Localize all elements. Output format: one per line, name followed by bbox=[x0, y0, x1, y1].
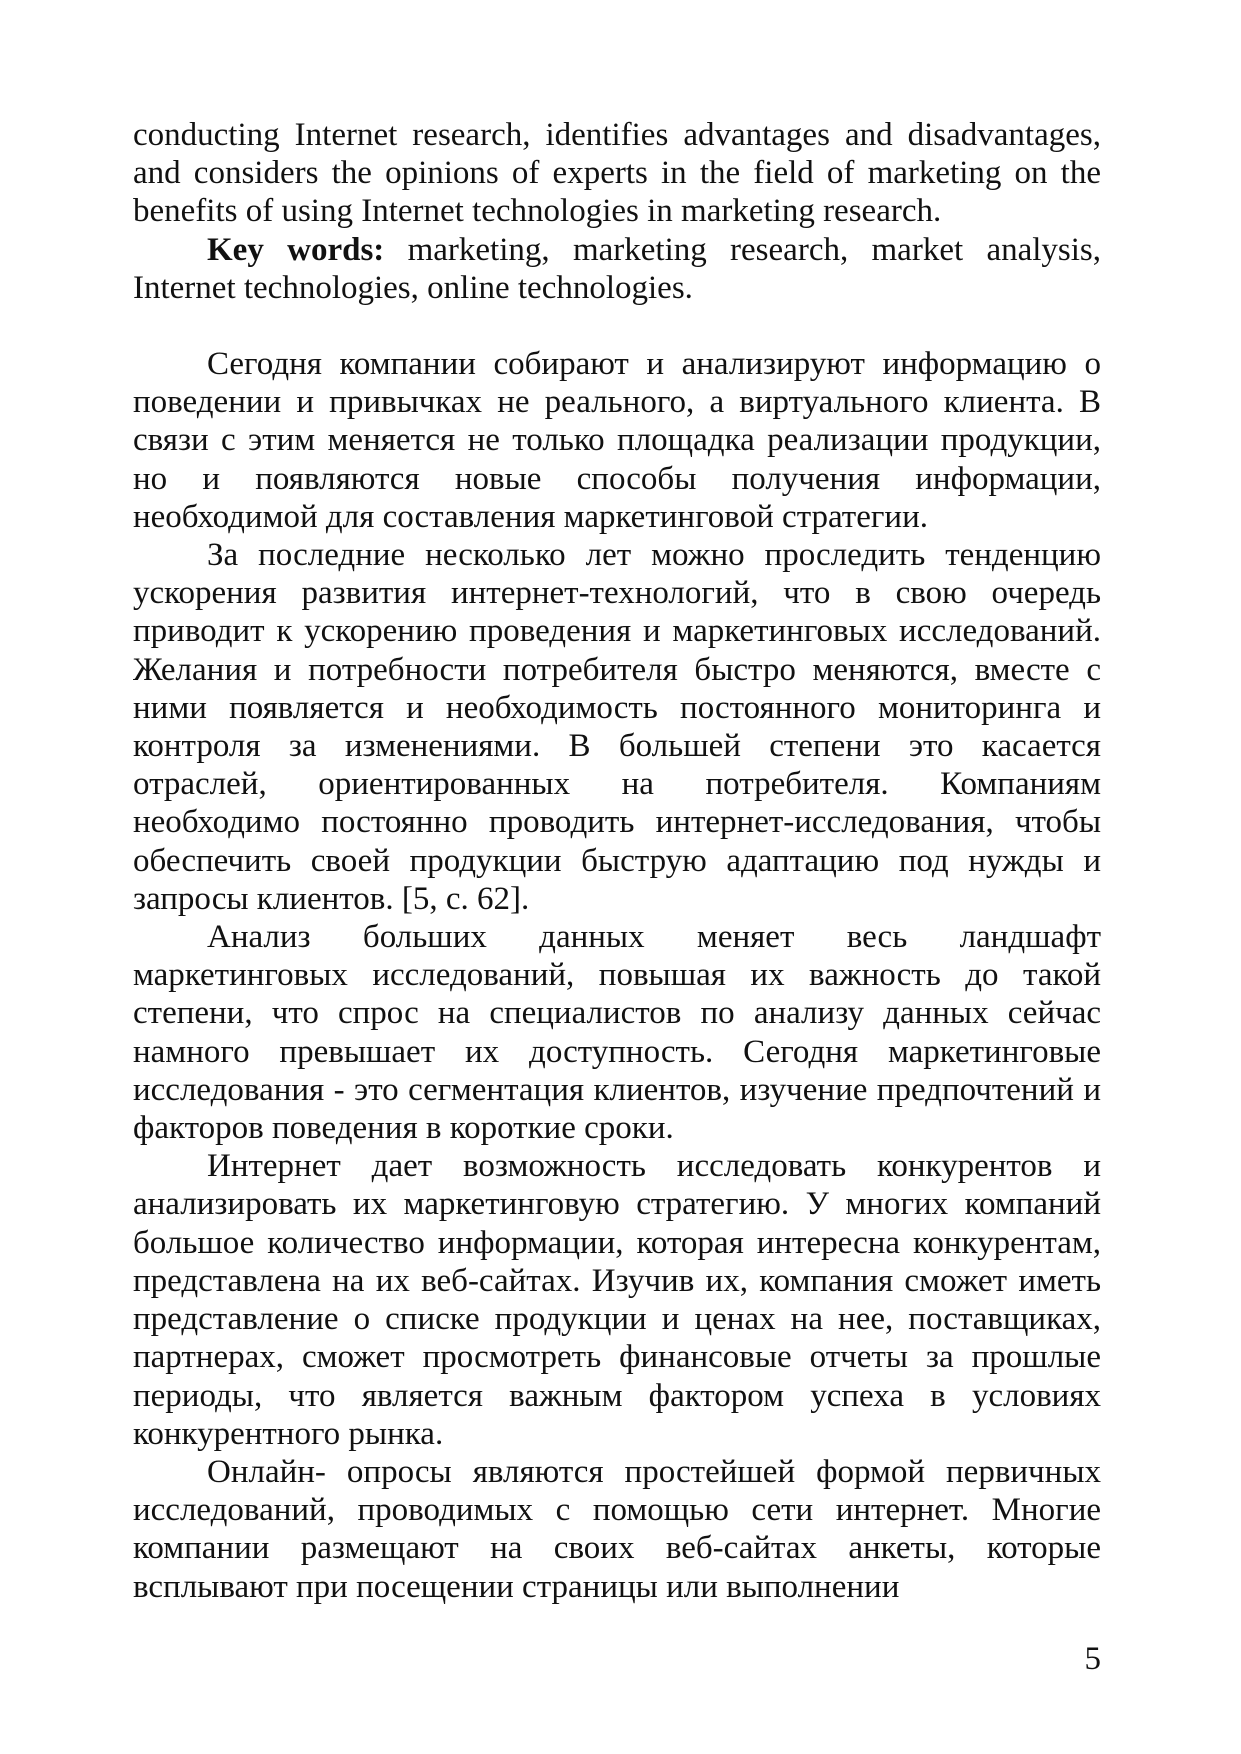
paragraph-2: За последние несколько лет можно проследить тенденцию ускорения развития интернет-технологий, что в свою очередь приводит к ускорению проведения и маркетинговых исследований. Желания и потребности потребителя быстро меняются, вместе с ними появляется и необходимость постоянного мониторинга и контроля за изменениями. В большей степени это касается отраслей, ориентированных на потребителя. Компаниям необходимо постоянно проводить интернет-исследования, чтобы обеспечить своей продукции быструю адаптацию под нужды и запросы клиентов. [5, с. 62]. bbox=[133, 537, 1101, 917]
keywords-text: marketing, marketing research, market analysis, Internet technologies, online technologies. bbox=[133, 231, 1102, 306]
paragraph-3: Анализ больших данных меняет весь ландшафт маркетинговых исследований, повышая их важность до такой степени, что спрос на специалистов по анализу данных сейчас намного превышает их доступность. Сегодня маркетинговые исследования - это сегментация клиентов, изучение предпочтений и факторов поведения в короткие сроки. bbox=[133, 919, 1101, 1147]
paragraph-5: Онлайн- опросы являются простейшей формой первичных исследований, проводимых с помощью сети интернет. Многие компании размещают на своих веб-сайтах анкеты, которые всплывают при посещении страницы или выполнении bbox=[133, 1453, 1101, 1605]
paragraph-1: Сегодня компании собирают и анализируют информацию о поведении и привычках не реального, а виртуального клиента. В связи с этим меняется не только площадка реализации продукции, но и появляются новые способы получения информации, необходимой для составления маркетинговой стратегии. bbox=[133, 346, 1101, 535]
page-number: 5 bbox=[1084, 1641, 1101, 1677]
abstract-tail: conducting Internet research, identifies advantages and disadvantages, and considers the opinions of experts in the field of marketing on the benefits of using Internet technologies in marketing research. bbox=[133, 117, 1101, 230]
paragraph-4: Интернет дает возможность исследовать конкурентов и анализировать их маркетинговую стратегию. У многих компаний большое количество информации, которая интересна конкурентам, представлена на их веб-сайтах. Изучив их, компания сможет иметь представление о списке продукции и ценах на нее, поставщиках, партнерах, сможет просмотреть финансовые отчеты за прошлые периоды, что является важным фактором успеха в условиях конкурентного рынка. bbox=[133, 1148, 1101, 1452]
section-gap bbox=[133, 307, 1101, 345]
document-body bbox=[133, 116, 1101, 1606]
keywords-paragraph bbox=[133, 231, 1101, 307]
keywords-label: Key words: bbox=[207, 231, 385, 268]
